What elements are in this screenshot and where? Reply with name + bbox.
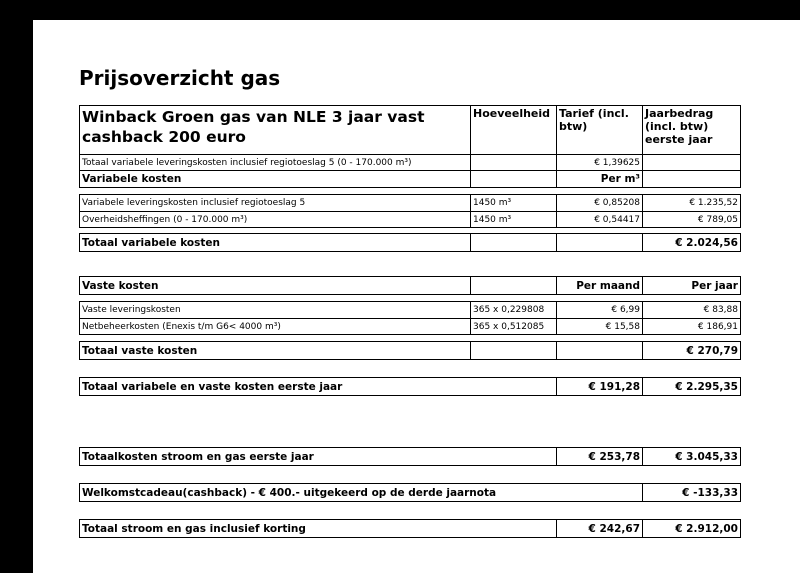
total-discount-table (79, 519, 741, 538)
row-tariff: € 1,39625 (556, 155, 642, 170)
total-power-gas-table (79, 447, 741, 466)
row-qty (470, 155, 556, 170)
fixed-total-table (79, 341, 741, 360)
welcome-gift-row: Welkomstcadeau(cashback) - € 400.- uitgekeerd op de derde jaarnota € -133,33 (80, 484, 740, 501)
quantity-header: Hoeveelheid (470, 106, 556, 154)
annual-header: Jaarbedrag (incl. btw) eerste jaar (642, 106, 740, 154)
total-discount-row: Totaal stroom en gas inclusief korting € 242,67 € 2.912,00 (80, 520, 740, 537)
variable-unit: Per m³ (556, 171, 642, 187)
header-table (79, 105, 741, 188)
fixed-header-table (79, 276, 741, 295)
variable-total-table (79, 233, 741, 252)
product-name: Winback Groen gas van NLE 3 jaar vast cashback 200 euro (82, 108, 425, 146)
row-label: Totaal variabele leveringskosten inclusief regiotoeslag 5 (0 - 170.000 m³) (82, 157, 412, 168)
fixed-header-row: Vaste kosten Per maand Per jaar (80, 277, 740, 294)
combined-total-row: Totaal variabele en vaste kosten eerste jaar € 191,28 € 2.295,35 (80, 378, 740, 395)
table-row: Vaste leveringskosten 365 x 0,229808 € 6,99 € 83,88 (80, 302, 740, 318)
variable-total-row: Totaal variabele kosten € 2.024,56 (80, 234, 740, 251)
variable-header-label: Variabele kosten (82, 173, 182, 185)
page-title: Prijsoverzicht gas (79, 66, 281, 90)
variable-header-row (80, 170, 740, 187)
total-power-gas-row: Totaalkosten stroom en gas eerste jaar € 253,78 € 3.045,33 (80, 448, 740, 465)
welcome-gift-table (79, 483, 741, 502)
row-annual (642, 155, 740, 170)
table-row: Overheidsheffingen (0 - 170.000 m³) 1450 m³ € 0,54417 € 789,05 (80, 211, 740, 227)
table-row: Netbeheerkosten (Enexis t/m G6< 4000 m³) 365 x 0,512085 € 15,58 € 186,91 (80, 318, 740, 334)
total-variable-rate-row (80, 154, 740, 170)
variable-cost-table (79, 194, 741, 228)
fixed-total-row: Totaal vaste kosten € 270,79 (80, 342, 740, 359)
table-row: Variabele leveringskosten inclusief regiotoeslag 5 1450 m³ € 0,85208 € 1.235,52 (80, 195, 740, 211)
table-header-row (80, 106, 740, 154)
tariff-header: Tarief (incl. btw) (556, 106, 642, 154)
fixed-cost-table (79, 301, 741, 335)
combined-total-table (79, 377, 741, 396)
